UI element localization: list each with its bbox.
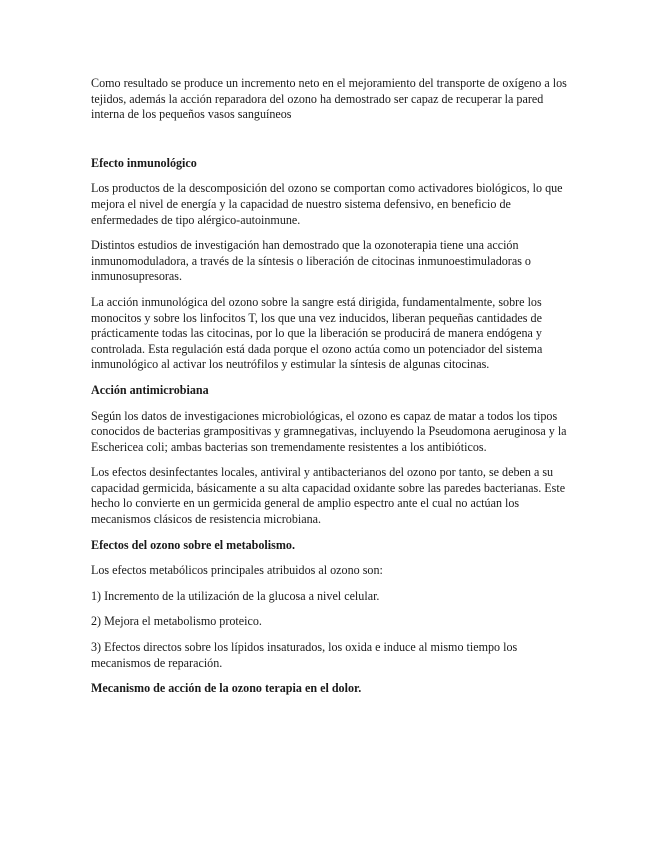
list-item-lipidos: 3) Efectos directos sobre los lípidos insaturados, los oxida e induce al mismo tiempo los mecanismos de reparación. [91,640,518,670]
paragraph-transporte-oxigeno: Como resultado se produce un incremento neto en el mejoramiento del transporte de oxígeno a los tejidos, además la acción reparadora del ozono ha demostrado ser capaz de recuperar la pared interna de los pequeños vasos sanguíneos [91,76,567,122]
document-body [91,76,571,707]
heading-accion-antimicrobiana: Acción antimicrobiana [91,382,209,397]
paragraph-efectos-desinfectantes: Los efectos desinfectantes locales, antiviral y antibacterianos del ozono por tanto, se deben a su capacidad germicida, básicamente a su alta capacidad oxidante sobre las paredes bacterianas. Este hecho lo convierte en un germicida general de amplio espectro ante el cual no actúan los mecanismos clásicos de resistencia microbiana. [91,465,566,527]
list-item-metabolismo-proteico: 2) Mejora el metabolismo proteico. [91,614,262,629]
paragraph-productos-descomposicion: Los productos de la descomposición del ozono se comportan como activadores biológicos, lo que mejora el nivel de energía y la capacidad de nuestro sistema defensivo, en beneficio de enfermedades de tipo alérgico-autoinmune. [91,181,563,227]
heading-efectos-metabolismo: Efectos del ozono sobre el metabolismo. [91,537,295,552]
paragraph-estudios-investigacion: Distintos estudios de investigación han demostrado que la ozonoterapia tiene una acción inmunomoduladora, a través de la síntesis o liberación de citocinas inmunoestimuladoras o inmunosupresoras. [91,238,531,284]
paragraph-datos-microbiologicos: Según los datos de investigaciones microbiológicas, el ozono es capaz de matar a todos los tipos conocidos de bacterias grampositivas y gramnegativas, incluyendo la Pseudomona aeruginosa y la Eschericea coli; ambas bacterias son tremendamente resistentes a los antibióticos. [91,408,567,454]
paragraph-accion-inmunologica: La acción inmunológica del ozono sobre la sangre está dirigida, fundamentalmente, sobre los monocitos y sobre los linfocitos T, los que una vez inducidos, liberan pequeñas cantidades de prácticamente todas las citocinas, por lo que la liberación se producirá de manera endógena y controlada. Esta regulación está dada porque el ozono actúa como un potenciador del sistema inmunológico al activar los neutrófilos y estimular la síntesis de algunas citocinas. [91,294,543,372]
paragraph-efectos-metabolicos: Los efectos metabólicos principales atribuidos al ozono son: [91,563,383,578]
list-item-glucosa: 1) Incremento de la utilización de la glucosa a nivel celular. [91,588,380,603]
heading-efecto-inmunologico: Efecto inmunológico [91,155,197,170]
heading-mecanismo-dolor: Mecanismo de acción de la ozono terapia en el dolor. [91,681,362,696]
